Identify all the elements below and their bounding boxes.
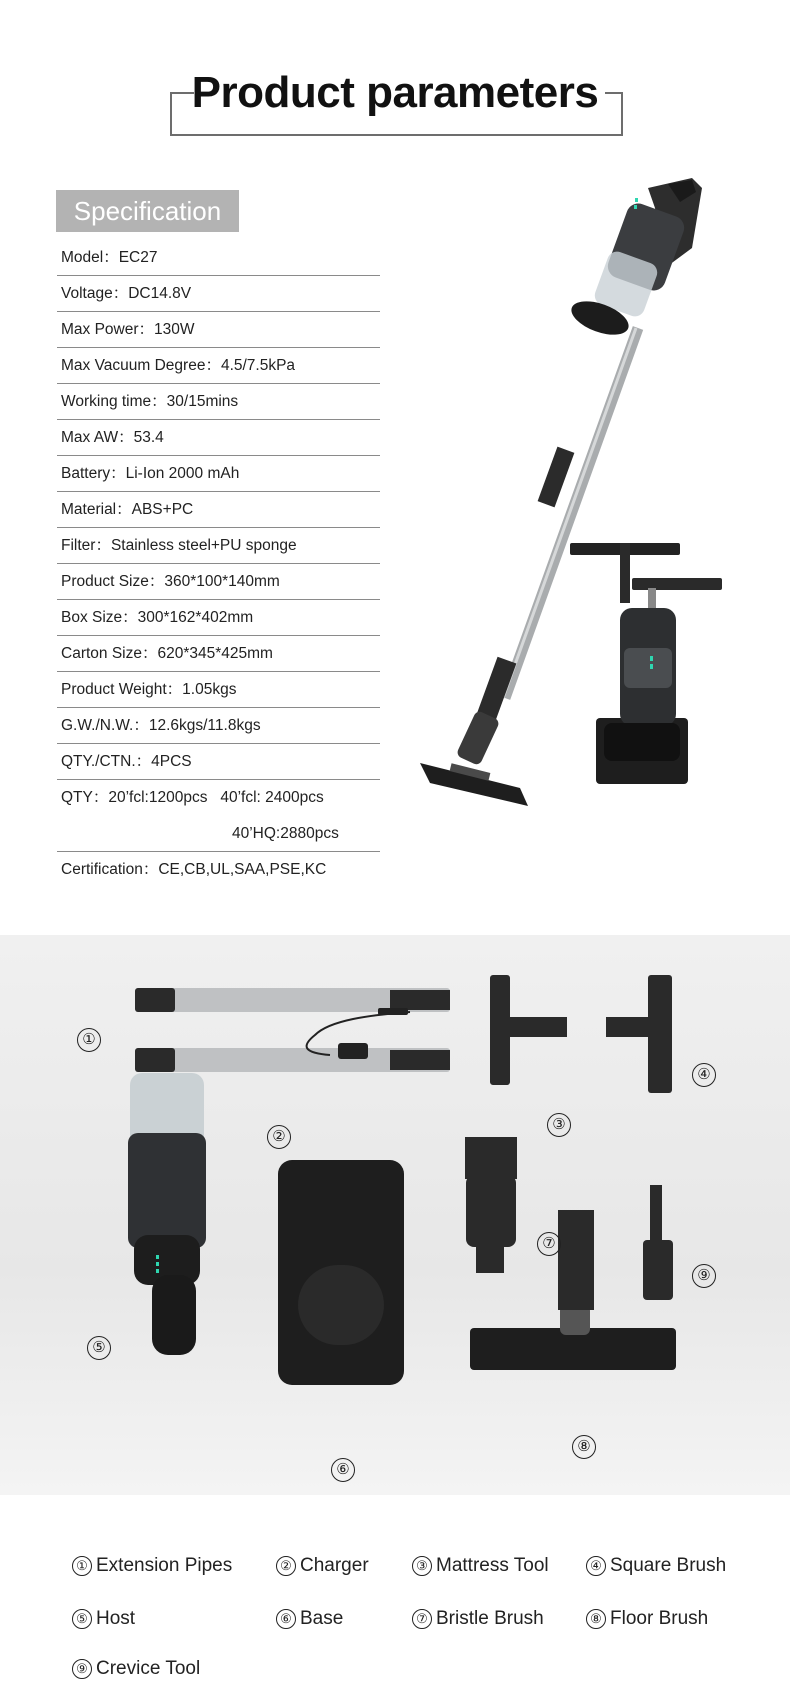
vacuum-product-image	[410, 178, 770, 868]
page-title: Product parameters	[191, 68, 599, 117]
spec-row-qty	[57, 780, 380, 852]
qty-line-1: QTY：20’fcl:1200pcs 40’fcl: 2400pcs	[61, 789, 324, 806]
spec-row: Max Power：130W	[57, 312, 380, 348]
accessories-panel	[0, 935, 790, 1495]
vacuum-host	[567, 178, 702, 341]
mattress-tool	[490, 975, 567, 1085]
spec-row: QTY./CTN.：4PCS	[57, 744, 380, 780]
spec-row: Product Weight：1.05kgs	[57, 672, 380, 708]
legend-item: ⑨ Crevice Tool	[72, 1658, 200, 1680]
qty-line-2: 40’HQ:2880pcs	[232, 825, 339, 842]
pipe-connector	[538, 447, 575, 508]
accessory-number: ⑧	[572, 1435, 596, 1459]
spec-row: Max AW：53.4	[57, 420, 380, 456]
spec-row: Battery：Li-Ion 2000 mAh	[57, 456, 380, 492]
spec-row: Model：EC27	[57, 240, 380, 276]
legend-item: ⑧ Floor Brush	[586, 1608, 708, 1630]
square-brush	[606, 975, 672, 1093]
accessory-number: ③	[547, 1113, 571, 1137]
crevice-tool	[643, 1185, 673, 1300]
accessory-number: ②	[267, 1125, 291, 1149]
extension-pipe	[505, 328, 638, 698]
accessory-number: ⑨	[692, 1264, 716, 1288]
legend-item: ⑤ Host	[72, 1608, 135, 1630]
accessory-number: ⑤	[87, 1336, 111, 1360]
spec-row: Filter：Stainless steel+PU sponge	[57, 528, 380, 564]
legend-item: ⑦ Bristle Brush	[412, 1608, 544, 1630]
spec-row: Max Vacuum Degree：4.5/7.5kPa	[57, 348, 380, 384]
accessory-number: ⑦	[537, 1232, 561, 1256]
spec-row-certification: Certification：CE,CB,UL,SAA,PSE,KC	[61, 861, 327, 878]
spec-row: Working time：30/15mins	[57, 384, 380, 420]
spec-row: Carton Size：620*345*425mm	[57, 636, 380, 672]
legend-item: ④ Square Brush	[586, 1555, 726, 1577]
specification-list	[57, 240, 380, 887]
spec-row: Material：ABS+PC	[57, 492, 380, 528]
base	[278, 1160, 404, 1385]
legend-item: ③ Mattress Tool	[412, 1555, 549, 1577]
extension-pipes	[135, 988, 450, 1072]
legend-item: ⑥ Base	[276, 1608, 343, 1630]
legend-item: ① Extension Pipes	[72, 1555, 232, 1577]
bristle-brush	[465, 1137, 517, 1273]
spec-row: G.W./N.W.：12.6kgs/11.8kgs	[57, 708, 380, 744]
accessory-number: ①	[77, 1028, 101, 1052]
spec-row: Voltage：DC14.8V	[57, 276, 380, 312]
host	[128, 1073, 206, 1355]
accessories-image	[0, 935, 790, 1495]
spec-row: Box Size：300*162*402mm	[57, 600, 380, 636]
specification-badge: Specification	[56, 190, 239, 232]
accessory-number: ⑥	[331, 1458, 355, 1482]
accessory-number: ④	[692, 1063, 716, 1087]
floor-head	[420, 710, 528, 806]
legend-item: ② Charger	[276, 1555, 369, 1577]
spec-row: Product Size：360*100*140mm	[57, 564, 380, 600]
charging-base	[570, 543, 722, 784]
